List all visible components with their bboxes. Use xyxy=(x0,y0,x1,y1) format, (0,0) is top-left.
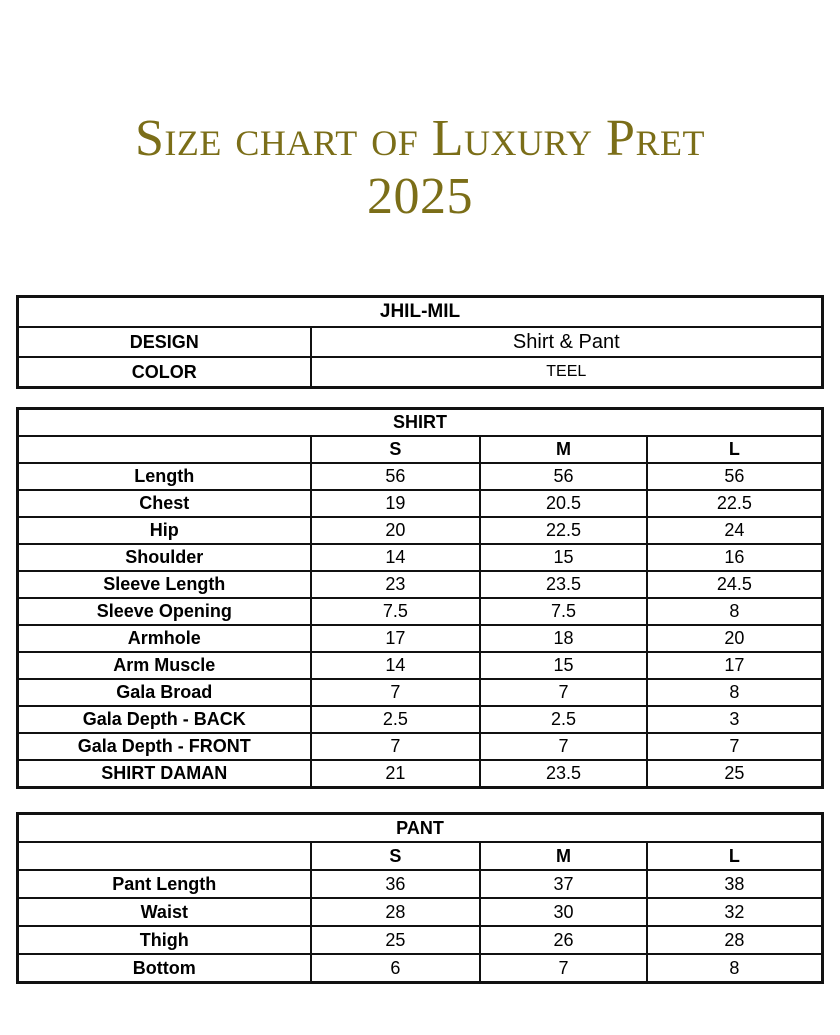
measurement-label: Pant Length xyxy=(18,870,311,898)
brand-name: JHIL-MIL xyxy=(18,297,823,328)
size-m-value: 37 xyxy=(480,870,647,898)
table-row xyxy=(18,733,823,760)
size-s-value: 14 xyxy=(311,652,481,679)
measurement-label: Thigh xyxy=(18,926,311,954)
size-m-value: 30 xyxy=(480,898,647,926)
pant-section-title: PANT xyxy=(18,814,823,843)
shirt-title-row xyxy=(18,409,823,437)
table-row xyxy=(18,870,823,898)
table-row xyxy=(18,679,823,706)
size-s-value: 21 xyxy=(311,760,481,788)
size-l-value: 20 xyxy=(647,625,823,652)
size-l-value: 32 xyxy=(647,898,823,926)
measurement-label: Sleeve Length xyxy=(18,571,311,598)
page-title xyxy=(0,110,840,226)
size-l-value: 16 xyxy=(647,544,823,571)
size-m-value: 7 xyxy=(480,679,647,706)
table-row xyxy=(18,652,823,679)
table-row xyxy=(18,625,823,652)
color-value: TEEL xyxy=(311,357,823,388)
size-s-value: 56 xyxy=(311,463,481,490)
table-row xyxy=(18,926,823,954)
size-l-value: 3 xyxy=(647,706,823,733)
measurement-label: Chest xyxy=(18,490,311,517)
pant-size-header-m: M xyxy=(480,842,647,870)
design-value: Shirt & Pant xyxy=(311,327,823,357)
size-l-value: 56 xyxy=(647,463,823,490)
measurement-label: Waist xyxy=(18,898,311,926)
size-l-value: 22.5 xyxy=(647,490,823,517)
size-s-value: 6 xyxy=(311,954,481,983)
size-s-value: 28 xyxy=(311,898,481,926)
table-row xyxy=(18,490,823,517)
size-l-value: 28 xyxy=(647,926,823,954)
pant-size-header-l: L xyxy=(647,842,823,870)
shirt-size-header-m: M xyxy=(480,436,647,463)
size-m-value: 26 xyxy=(480,926,647,954)
size-s-value: 25 xyxy=(311,926,481,954)
title-line-1: Size chart of Luxury Pret xyxy=(135,110,705,167)
size-m-value: 22.5 xyxy=(480,517,647,544)
size-l-value: 24.5 xyxy=(647,571,823,598)
title-year: 2025 xyxy=(367,168,473,225)
color-label: COLOR xyxy=(18,357,311,388)
brand-row xyxy=(18,297,823,328)
measurement-label: Armhole xyxy=(18,625,311,652)
size-s-value: 14 xyxy=(311,544,481,571)
size-s-value: 19 xyxy=(311,490,481,517)
measurement-label: Gala Depth - BACK xyxy=(18,706,311,733)
size-m-value: 2.5 xyxy=(480,706,647,733)
pant-header-blank xyxy=(18,842,311,870)
size-s-value: 7.5 xyxy=(311,598,481,625)
size-s-value: 36 xyxy=(311,870,481,898)
table-row xyxy=(18,954,823,983)
table-row xyxy=(18,544,823,571)
measurement-label: Length xyxy=(18,463,311,490)
table-row xyxy=(18,706,823,733)
size-m-value: 7.5 xyxy=(480,598,647,625)
size-l-value: 8 xyxy=(647,954,823,983)
measurement-label: Bottom xyxy=(18,954,311,983)
shirt-size-header-l: L xyxy=(647,436,823,463)
size-s-value: 20 xyxy=(311,517,481,544)
size-m-value: 15 xyxy=(480,544,647,571)
size-l-value: 8 xyxy=(647,598,823,625)
shirt-section-title: SHIRT xyxy=(18,409,823,437)
size-m-value: 7 xyxy=(480,954,647,983)
size-s-value: 2.5 xyxy=(311,706,481,733)
measurement-label: Shoulder xyxy=(18,544,311,571)
table-row xyxy=(18,571,823,598)
size-l-value: 24 xyxy=(647,517,823,544)
color-row xyxy=(18,357,823,388)
size-m-value: 15 xyxy=(480,652,647,679)
size-l-value: 7 xyxy=(647,733,823,760)
pant-size-table xyxy=(16,812,824,984)
shirt-size-header-row xyxy=(18,436,823,463)
table-row xyxy=(18,463,823,490)
size-m-value: 56 xyxy=(480,463,647,490)
measurement-label: Sleeve Opening xyxy=(18,598,311,625)
size-l-value: 25 xyxy=(647,760,823,788)
table-row xyxy=(18,898,823,926)
shirt-header-blank xyxy=(18,436,311,463)
size-s-value: 7 xyxy=(311,733,481,760)
size-m-value: 23.5 xyxy=(480,760,647,788)
table-row xyxy=(18,517,823,544)
measurement-label: Gala Broad xyxy=(18,679,311,706)
pant-size-header-row xyxy=(18,842,823,870)
design-row xyxy=(18,327,823,357)
measurement-label: Hip xyxy=(18,517,311,544)
design-label: DESIGN xyxy=(18,327,311,357)
info-table xyxy=(16,295,824,389)
shirt-size-table xyxy=(16,407,824,789)
measurement-label: Gala Depth - FRONT xyxy=(18,733,311,760)
pant-title-row xyxy=(18,814,823,843)
measurement-label: SHIRT DAMAN xyxy=(18,760,311,788)
size-m-value: 18 xyxy=(480,625,647,652)
size-l-value: 8 xyxy=(647,679,823,706)
size-l-value: 17 xyxy=(647,652,823,679)
table-row xyxy=(18,598,823,625)
size-m-value: 20.5 xyxy=(480,490,647,517)
size-s-value: 7 xyxy=(311,679,481,706)
table-row xyxy=(18,760,823,788)
size-m-value: 7 xyxy=(480,733,647,760)
size-l-value: 38 xyxy=(647,870,823,898)
shirt-size-header-s: S xyxy=(311,436,481,463)
size-m-value: 23.5 xyxy=(480,571,647,598)
pant-size-header-s: S xyxy=(311,842,481,870)
size-s-value: 23 xyxy=(311,571,481,598)
measurement-label: Arm Muscle xyxy=(18,652,311,679)
size-s-value: 17 xyxy=(311,625,481,652)
